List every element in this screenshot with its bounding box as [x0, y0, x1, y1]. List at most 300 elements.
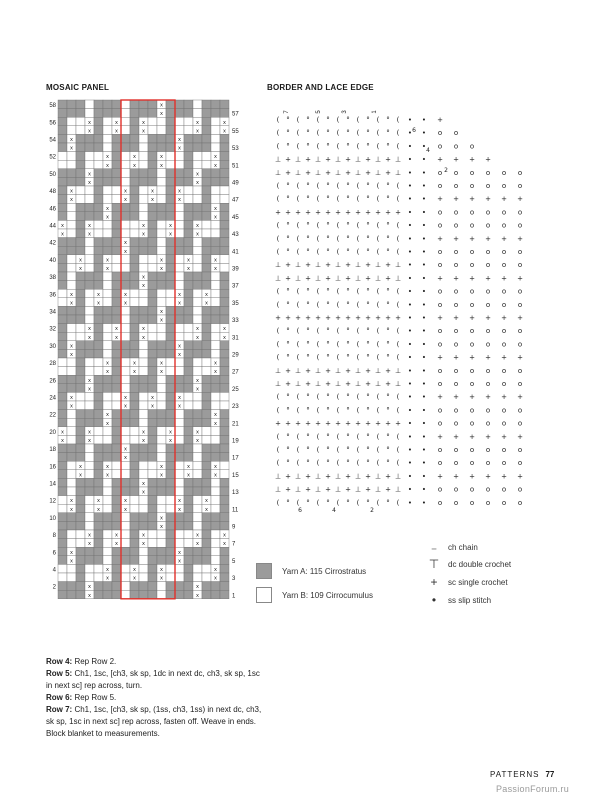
lace-stitch: ( [396, 234, 400, 243]
lace-stitch: o [453, 261, 459, 270]
lace-stitch: o [437, 340, 443, 349]
lace-stitch: ° [306, 248, 310, 256]
lace-stitch: + [453, 195, 459, 204]
lace-stitch: + [375, 314, 381, 322]
lace-stitch: ( [396, 116, 400, 124]
drop-stitch-mark: x [169, 223, 172, 229]
mosaic-cell [139, 143, 148, 152]
drop-stitch-mark: x [142, 231, 145, 238]
lace-stitch: + [295, 419, 301, 428]
mosaic-cell [67, 272, 76, 281]
lace-stitch: ⊥ [334, 168, 342, 177]
lace-stitch: + [453, 314, 459, 322]
lace-stitch: + [469, 155, 475, 164]
lace-stitch: + [517, 432, 523, 441]
mosaic-cell [175, 375, 184, 384]
mosaic-cell [193, 341, 202, 350]
lace-stitch: ° [366, 498, 370, 507]
mosaic-cell [148, 367, 157, 376]
mosaic-cell [76, 109, 85, 118]
lace-stitch: + [285, 380, 291, 388]
mosaic-cell [85, 160, 94, 169]
lace-stitch: + [305, 168, 311, 177]
row-number-right: 27 [232, 369, 239, 376]
lace-stitch: ⊥ [374, 274, 382, 283]
mosaic-cell [202, 306, 211, 315]
mosaic-cell [166, 100, 175, 109]
lace-stitch: + [285, 366, 291, 375]
mosaic-cell [76, 384, 85, 393]
lace-stitch: o [469, 406, 475, 415]
lace-stitch: + [365, 208, 371, 217]
mosaic-cell [220, 410, 229, 419]
mosaic-cell [130, 281, 139, 290]
mosaic-cell [202, 255, 211, 264]
lace-stitch: ⊥ [274, 366, 282, 375]
mosaic-cell [76, 496, 85, 505]
mosaic-cell [193, 152, 202, 161]
lace-stitch: ° [346, 116, 350, 124]
mosaic-cell [139, 590, 148, 599]
mosaic-cell [202, 521, 211, 530]
lace-stitch: ( [376, 195, 380, 204]
drop-stitch-mark: x [88, 592, 91, 599]
mosaic-cell [220, 582, 229, 591]
mosaic-cell [103, 315, 112, 324]
mosaic-cell [103, 427, 112, 436]
lace-stitch: o [501, 182, 507, 190]
lace-stitch: ( [396, 300, 400, 309]
lace-stitch: ( [296, 432, 300, 441]
mosaic-cell [139, 418, 148, 427]
mosaic-cell [121, 341, 130, 350]
mosaic-cell [139, 384, 148, 393]
lace-stitch: ( [296, 406, 300, 415]
mosaic-cell [175, 169, 184, 178]
mosaic-cell [58, 195, 67, 204]
drop-stitch-mark: x [160, 472, 163, 479]
mosaic-cell [148, 169, 157, 178]
mosaic-cell [211, 281, 220, 290]
mosaic-cell [139, 444, 148, 453]
lace-stitch: • [421, 116, 427, 124]
lace-stitch: ( [316, 248, 320, 256]
lace-stitch: ° [366, 248, 370, 256]
mosaic-cell [184, 160, 193, 169]
lace-stitch: ° [326, 353, 330, 362]
mosaic-cell [67, 152, 76, 161]
mosaic-cell [85, 281, 94, 290]
mosaic-cell [220, 478, 229, 487]
lace-stitch: ° [366, 142, 370, 151]
mosaic-cell [175, 410, 184, 419]
mosaic-cell [112, 315, 121, 324]
mosaic-cell [112, 195, 121, 204]
mosaic-cell [121, 349, 130, 358]
lace-stitch: ⊥ [354, 472, 362, 481]
symbol-double-crochet [424, 557, 511, 571]
row-number-right: 23 [232, 404, 239, 411]
mosaic-cell [94, 435, 103, 444]
mosaic-cell [76, 341, 85, 350]
mosaic-cell [202, 582, 211, 591]
mosaic-cell [184, 521, 193, 530]
drop-stitch-mark: x [124, 291, 127, 298]
lace-stitch: + [345, 168, 351, 177]
lace-stitch: o [469, 208, 475, 217]
drop-stitch-mark: x [115, 128, 118, 135]
mosaic-cell [85, 186, 94, 195]
lace-stitch: ( [376, 300, 380, 309]
lace-stitch: • [407, 446, 413, 454]
mosaic-cell [76, 590, 85, 599]
mosaic-cell [94, 126, 103, 135]
mosaic-cell [148, 315, 157, 324]
mosaic-cell [85, 564, 94, 573]
mosaic-cell [121, 212, 130, 221]
mosaic-cell [112, 384, 121, 393]
lace-stitch: • [421, 380, 427, 388]
lace-stitch: • [407, 419, 413, 428]
mosaic-cell [76, 375, 85, 384]
lace-stitch: o [437, 129, 443, 138]
mosaic-cell [166, 556, 175, 565]
mosaic-cell [94, 573, 103, 582]
lace-stitch: + [469, 393, 475, 402]
mosaic-cell [130, 539, 139, 548]
lace-stitch: o [453, 366, 459, 375]
lace-stitch: o [485, 419, 491, 428]
lace-stitch: + [517, 274, 523, 283]
instruction-row-5: Row 5: Ch1, 1sc, [ch3, sk sp, 1dc in next dc, ch3, sk sp, 1sc in next sc] rep across, turn. [46, 669, 260, 690]
mosaic-cell [157, 384, 166, 393]
lace-stitch: o [485, 485, 491, 494]
mosaic-cell [220, 143, 229, 152]
lace-stitch: ( [276, 459, 280, 468]
lace-stitch: ⊥ [374, 472, 382, 481]
row-number-left: 24 [49, 395, 56, 402]
mosaic-cell [67, 487, 76, 496]
row-number-right: 13 [232, 490, 239, 497]
lace-stitch: + [355, 419, 361, 428]
mosaic-cell [184, 513, 193, 522]
lace-stitch: + [453, 234, 459, 243]
mosaic-cell [103, 169, 112, 178]
mosaic-cell [112, 152, 121, 161]
mosaic-cell [139, 134, 148, 143]
lace-stitch: + [345, 155, 351, 164]
mosaic-cell [148, 539, 157, 548]
mosaic-cell [112, 203, 121, 212]
lace-stitch: ( [376, 287, 380, 296]
mosaic-cell [76, 195, 85, 204]
drop-stitch-mark: x [187, 266, 190, 272]
drop-stitch-mark: x [214, 257, 217, 264]
mosaic-cell [166, 203, 175, 212]
mosaic-cell [166, 281, 175, 290]
row-number-right: 11 [232, 507, 239, 514]
legend-yarn-a [256, 563, 366, 579]
drop-stitch-mark: x [214, 472, 217, 479]
lace-stitch: ⊥ [274, 155, 282, 164]
lace-stitch: ( [276, 116, 280, 124]
drop-stitch-mark: x [70, 506, 73, 513]
lace-stitch: ( [336, 234, 340, 243]
lace-stitch: o [437, 485, 443, 494]
mosaic-cell [202, 435, 211, 444]
lace-stitch: • [421, 498, 427, 507]
mosaic-cell [67, 418, 76, 427]
mosaic-cell [148, 496, 157, 505]
drop-stitch-mark: x [169, 429, 172, 436]
mosaic-cell [166, 453, 175, 462]
mosaic-cell [166, 444, 175, 453]
drop-stitch-mark: x [196, 326, 199, 333]
mosaic-cell [76, 582, 85, 591]
lace-stitch: ( [336, 446, 340, 454]
lace-stitch: ⊥ [394, 366, 402, 375]
mosaic-cell [157, 143, 166, 152]
mosaic-cell [85, 255, 94, 264]
row-number-right: 35 [232, 300, 239, 307]
mosaic-cell [166, 246, 175, 255]
mosaic-cell [130, 375, 139, 384]
lace-stitch: o [469, 261, 475, 270]
symbol-slip-stitch [424, 593, 491, 607]
lace-stitch: o [485, 340, 491, 349]
drop-stitch-mark: x [142, 532, 145, 539]
lace-stitch: + [305, 314, 311, 322]
drop-stitch-mark: x [187, 257, 190, 264]
mosaic-cell [148, 298, 157, 307]
drop-stitch-mark: x [133, 162, 136, 169]
mosaic-cell [148, 573, 157, 582]
drop-stitch-mark: x [106, 214, 109, 221]
lace-stitch: + [295, 314, 301, 322]
mosaic-cell [211, 109, 220, 118]
lace-stitch: ( [376, 446, 380, 454]
row-number-left: 8 [52, 533, 56, 540]
mosaic-cell [121, 332, 130, 341]
drop-stitch-mark: x [106, 360, 109, 367]
mosaic-cell [58, 487, 67, 496]
mosaic-cell [193, 195, 202, 204]
lace-stitch: ⊥ [334, 380, 342, 388]
lace-stitch: + [325, 314, 331, 322]
lace-stitch: ° [306, 459, 310, 468]
lace-stitch: ° [306, 353, 310, 362]
lace-stitch: + [345, 366, 351, 375]
lace-stitch: + [385, 314, 391, 322]
mosaic-cell [193, 461, 202, 470]
lace-stitch: ( [296, 195, 300, 204]
drop-stitch-mark: x [79, 472, 82, 479]
drop-stitch-mark: x [124, 188, 127, 195]
lace-stitch: ° [386, 182, 390, 190]
mosaic-cell [112, 410, 121, 419]
lace-stitch: ° [346, 287, 350, 296]
mosaic-cell [157, 487, 166, 496]
row-number-right: 55 [232, 128, 239, 135]
mosaic-cell [85, 289, 94, 298]
mosaic-cell [130, 341, 139, 350]
mosaic-cell [220, 272, 229, 281]
mosaic-cell [211, 117, 220, 126]
mosaic-cell [94, 556, 103, 565]
lace-stitch: ° [326, 129, 330, 138]
drop-stitch-mark: x [160, 266, 163, 272]
mosaic-cell [166, 143, 175, 152]
lace-stitch: ° [386, 116, 390, 124]
lace-stitch: o [453, 498, 459, 507]
drop-stitch-mark: x [196, 584, 199, 591]
mosaic-cell [175, 530, 184, 539]
mosaic-cell [211, 539, 220, 548]
mosaic-panel-title: MOSAIC PANEL [46, 83, 110, 92]
lace-stitch: o [501, 340, 507, 349]
row-number-right: 43 [232, 232, 239, 239]
mosaic-cell [193, 109, 202, 118]
mosaic-cell [85, 306, 94, 315]
mosaic-cell [94, 461, 103, 470]
lace-stitch: o [485, 366, 491, 375]
lace-stitch: ( [336, 459, 340, 468]
mosaic-cell [157, 324, 166, 333]
lace-stitch: • [407, 314, 413, 322]
lace-stitch: o [437, 419, 443, 428]
mosaic-cell [85, 573, 94, 582]
drop-stitch-mark: x [124, 403, 127, 410]
lace-stitch: ( [356, 116, 360, 124]
mosaic-cell [139, 556, 148, 565]
mosaic-cell [211, 590, 220, 599]
mosaic-cell [184, 418, 193, 427]
lace-stitch: ⊥ [294, 274, 302, 283]
mosaic-cell [85, 496, 94, 505]
mosaic-cell [76, 315, 85, 324]
lace-stitch: + [305, 261, 311, 270]
mosaic-cell [220, 298, 229, 307]
row-number-left: 48 [49, 189, 56, 196]
mosaic-cell [130, 220, 139, 229]
instruction-row-7: Row 7: Ch1, 1sc, [ch3, sk sp, (1ss, ch3, 1ss) in next dc, ch3, sk sp, 1sc in next sc] rep across, fasten off. Weave in ends. Block blanket to measurements. [46, 705, 262, 738]
row-number-right: 3 [232, 576, 236, 583]
mosaic-cell [103, 238, 112, 247]
mosaic-cell [202, 539, 211, 548]
mosaic-cell [175, 212, 184, 221]
mosaic-cell [103, 375, 112, 384]
mosaic-cell [148, 246, 157, 255]
row-number-left: 36 [49, 292, 56, 299]
lace-stitch: + [305, 155, 311, 164]
lace-stitch: + [325, 155, 331, 164]
mosaic-cell [94, 100, 103, 109]
drop-stitch-mark: x [160, 524, 163, 530]
mosaic-cell [76, 169, 85, 178]
lace-stitch: ° [346, 248, 350, 256]
mosaic-cell [148, 143, 157, 152]
lace-stitch: o [517, 287, 523, 296]
mosaic-cell [220, 392, 229, 401]
mosaic-cell [94, 152, 103, 161]
mosaic-cell [94, 134, 103, 143]
mosaic-cell [58, 134, 67, 143]
drop-stitch-mark: x [124, 506, 127, 513]
lace-stitch: ( [316, 406, 320, 415]
mosaic-cell [220, 229, 229, 238]
mosaic-cell [166, 461, 175, 470]
mosaic-cell [211, 177, 220, 186]
lace-stitch: ( [396, 248, 400, 256]
lace-stitch: ⊥ [294, 155, 302, 164]
mosaic-cell [112, 186, 121, 195]
mosaic-cell [166, 564, 175, 573]
mosaic-cell [85, 444, 94, 453]
lace-stitch: ° [366, 287, 370, 296]
mosaic-cell [139, 401, 148, 410]
mosaic-cell [166, 384, 175, 393]
lace-stitch: ( [376, 406, 380, 415]
lace-stitch: + [345, 274, 351, 283]
lace-stitch: • [421, 353, 427, 362]
mosaic-cell [220, 418, 229, 427]
mosaic-cell [76, 134, 85, 143]
mosaic-cell [193, 521, 202, 530]
mosaic-cell [157, 530, 166, 539]
mosaic-cell [94, 315, 103, 324]
mosaic-cell [202, 470, 211, 479]
mosaic-cell [76, 573, 85, 582]
lace-edge-chart [264, 100, 534, 520]
mosaic-cell [58, 384, 67, 393]
lace-stitch: ° [306, 221, 310, 230]
lace-stitch: ( [276, 353, 280, 362]
mosaic-cell [130, 401, 139, 410]
mosaic-cell [94, 238, 103, 247]
lace-stitch: ( [376, 221, 380, 230]
mosaic-cell [94, 375, 103, 384]
mosaic-cell [58, 177, 67, 186]
mosaic-cell [193, 134, 202, 143]
mosaic-cell [175, 263, 184, 272]
mosaic-cell [202, 332, 211, 341]
mosaic-cell [67, 220, 76, 229]
mosaic-cell [193, 212, 202, 221]
legend-yarn-b-label: Yarn B: 109 Cirrocumulus [282, 590, 373, 600]
mosaic-cell [130, 169, 139, 178]
drop-stitch-mark: x [115, 532, 118, 539]
lace-stitch: + [365, 155, 371, 164]
lace-stitch: ° [386, 129, 390, 138]
mosaic-cell [166, 186, 175, 195]
lace-stitch: ( [296, 287, 300, 296]
lace-stitch: o [517, 327, 523, 336]
mosaic-cell [202, 263, 211, 272]
mosaic-cell [220, 470, 229, 479]
mosaic-cell [220, 427, 229, 436]
mosaic-cell [211, 401, 220, 410]
lace-stitch: + [335, 314, 341, 322]
drop-stitch-mark: x [160, 515, 163, 522]
row-number-right: 1 [232, 593, 236, 600]
mosaic-cell [184, 504, 193, 513]
mosaic-cell [58, 539, 67, 548]
mosaic-cell [130, 349, 139, 358]
lace-stitch: ⊥ [314, 261, 322, 270]
mosaic-cell [130, 530, 139, 539]
lace-stitch: o [501, 406, 507, 415]
mosaic-cell [103, 547, 112, 556]
